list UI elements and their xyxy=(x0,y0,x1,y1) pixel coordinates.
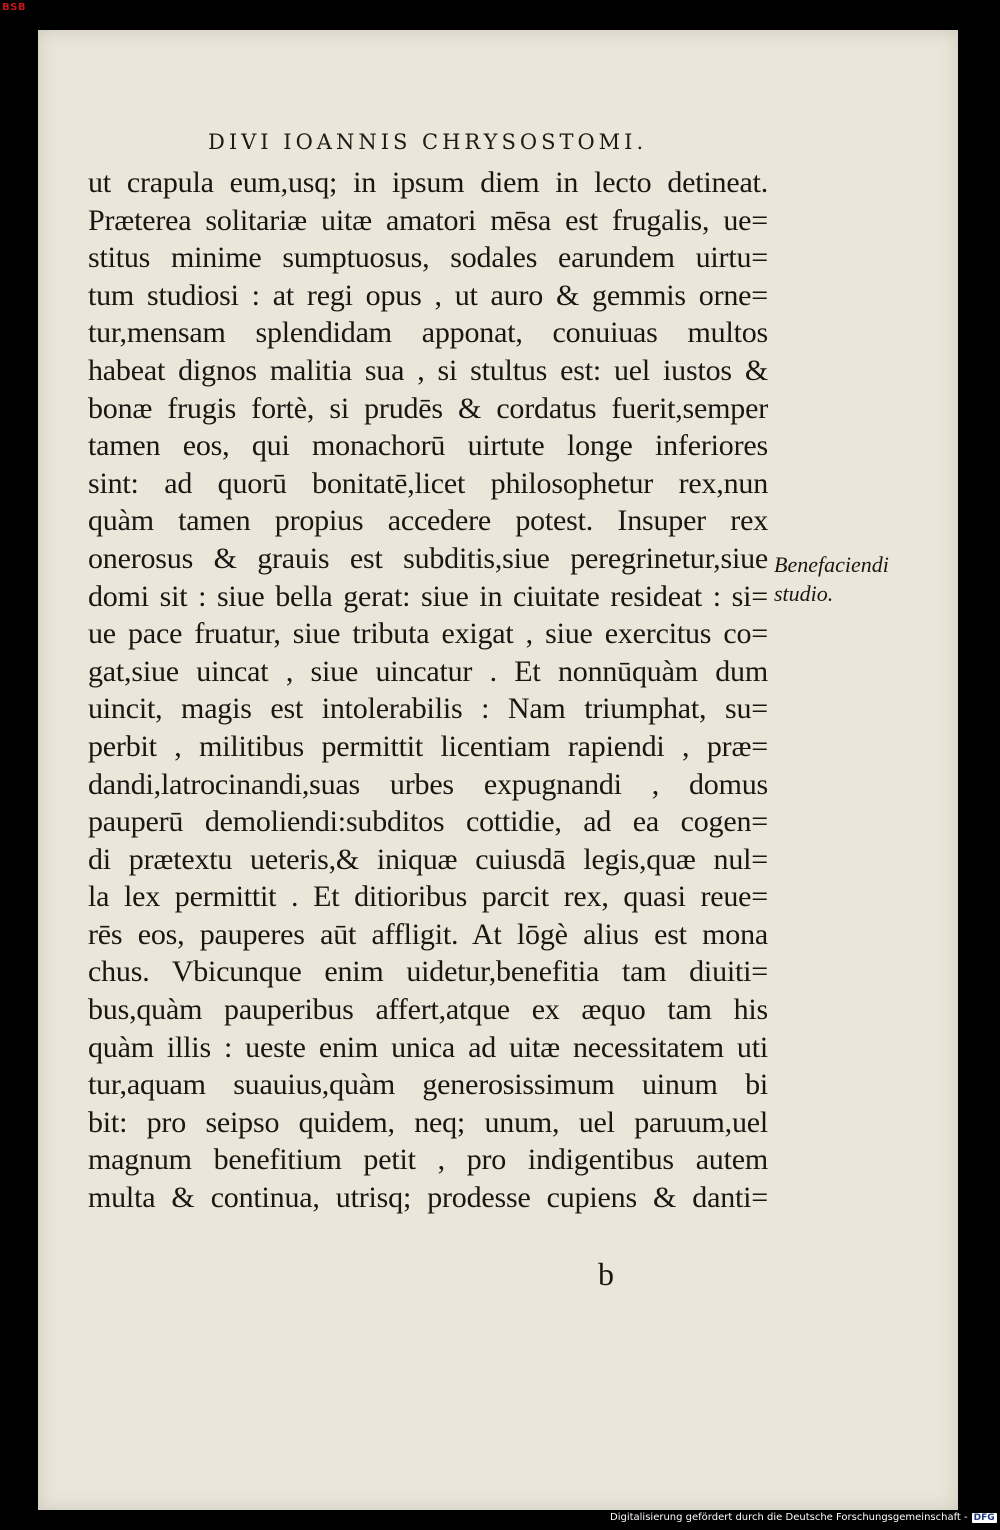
body-text xyxy=(88,164,768,1217)
text-line: tur,aquam suauius,quàm generosissimum uinum bi xyxy=(88,1068,768,1102)
text-line: di prætextu ueteris,& iniquæ cuiusdā legis,quæ nul= xyxy=(88,842,768,876)
text-line: quàm illis : ueste enim unica ad uitæ necessitatem uti xyxy=(88,1030,768,1064)
text-line: stitus minime sumptuosus, sodales earundem uirtu= xyxy=(88,241,768,275)
text-line: rēs eos, pauperes aūt affligit. At lōgè alius est mona xyxy=(88,917,768,951)
text-line: tamen eos, qui monachorū uirtute longe inferiores xyxy=(88,429,768,463)
signature-mark: b xyxy=(598,1256,614,1292)
footer-credit xyxy=(610,1512,997,1523)
text-line: domi sit : siue bella gerat: siue in ciuitate resideat : si= xyxy=(88,579,768,613)
marginal-note-line: Benefaciendi xyxy=(774,552,889,577)
text-line: magnum benefitium petit , pro indigentibus autem xyxy=(88,1143,768,1177)
book-page xyxy=(38,30,958,1510)
text-line: chus. Vbicunque enim uidetur,benefitia tam diuiti= xyxy=(88,955,768,989)
text-line: pauperū demoliendi:subditos cottidie, ad ea cogen= xyxy=(88,805,768,839)
footer-text: Digitalisierung gefördert durch die Deutsche Forschungsgemeinschaft - xyxy=(610,1512,968,1523)
text-line: ue pace fruatur, siue tributa exigat , siue exercitus co= xyxy=(88,617,768,651)
text-line: bit: pro seipso quidem, neq; unum, uel paruum,uel xyxy=(88,1105,768,1139)
text-line: bonæ frugis fortè, si prudēs & cordatus fuerit,semper xyxy=(88,391,768,425)
text-line: onerosus & grauis est subditis,siue peregrinetur,siue xyxy=(88,541,768,575)
text-line: Præterea solitariæ uitæ amatori mēsa est frugalis, ue= xyxy=(88,203,768,237)
text-line: perbit , militibus permittit licentiam rapiendi , præ= xyxy=(88,729,768,763)
text-line: multa & continua, utrisq; prodesse cupiens & danti= xyxy=(88,1181,768,1215)
text-line: tur,mensam splendidam apponat, conuiuas multos xyxy=(88,316,768,350)
text-line: gat,siue uincat , siue uincatur . Et nonnūquàm dum xyxy=(88,654,768,688)
dfg-logo: DFG xyxy=(973,1512,995,1523)
text-line: quàm tamen propius accedere potest. Insuper rex xyxy=(88,504,768,538)
text-line: sint: ad quorū bonitatē,licet philosophetur rex,nun xyxy=(88,466,768,500)
running-head: DIVI IOANNIS CHRYSOSTOMI. xyxy=(208,130,648,154)
library-mark: BSB xyxy=(2,2,26,13)
marginal-note xyxy=(774,550,949,608)
text-line: la lex permittit . Et ditioribus parcit rex, quasi reue= xyxy=(88,880,768,914)
text-line: habeat dignos malitia sua , si stultus est: uel iustos & xyxy=(88,353,768,387)
text-line: tum studiosi : at regi opus , ut auro & gemmis orne= xyxy=(88,278,768,312)
marginal-note-line: studio. xyxy=(774,581,834,606)
text-line: ut crapula eum,usq; in ipsum diem in lecto detineat. xyxy=(88,166,768,199)
text-line: dandi,latrocinandi,suas urbes expugnandi , domus xyxy=(88,767,768,801)
text-line: uincit, magis est intolerabilis : Nam triumphat, su= xyxy=(88,692,768,726)
text-line: bus,quàm pauperibus affert,atque ex æquo tam his xyxy=(88,993,768,1027)
